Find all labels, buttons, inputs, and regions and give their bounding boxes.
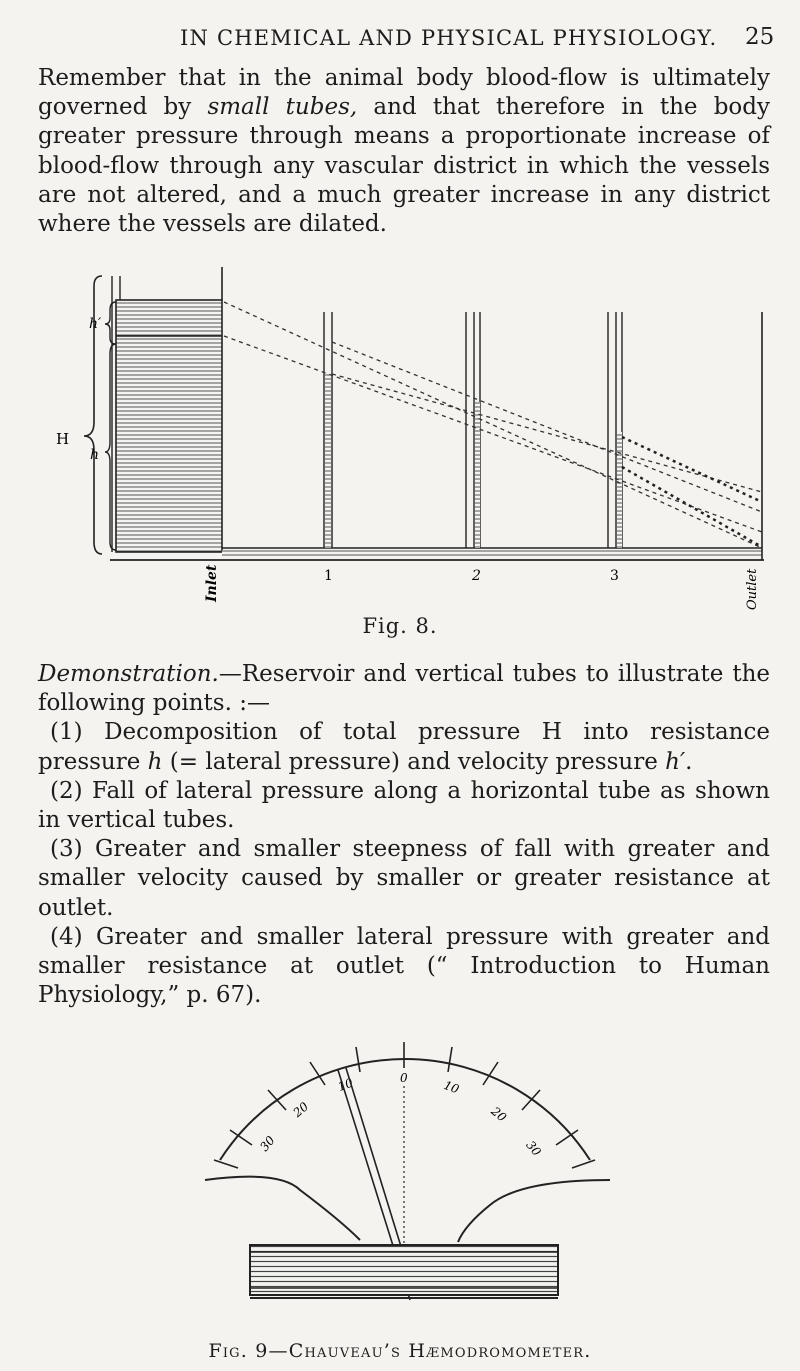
demonstration-section (38, 660, 770, 1010)
figure-9-caption: Fig. 9—Chauveau’s Hæmodromometer. (208, 1340, 592, 1362)
running-head (0, 22, 800, 52)
scale-label-left-20: 20 (290, 1099, 312, 1120)
reservoir (116, 300, 222, 552)
point-1-text-c: . (685, 748, 693, 775)
point-1 (38, 718, 770, 776)
intro-text-2: and that therefore in the body greater pressure through means a proportionate increase of blood-flow through any vascular district in which the vessels are not altered, and a much greater increase in any district where the vessels are dilated. (38, 94, 770, 238)
point-1-h: h (147, 748, 163, 775)
intro-text-1: Remember that in the animal body blood-flow is ultimately governed by (38, 65, 770, 121)
label-inlet: Inlet (204, 564, 220, 602)
point-1-h-prime: h′ (665, 748, 686, 775)
label-tube-1: 1 (324, 568, 333, 584)
vertical-tube-1 (324, 312, 332, 548)
scale-label-right-30: 30 (523, 1138, 544, 1159)
bracket-h (105, 344, 116, 550)
point-1-text-a: (1) Decomposition of total pressure H into resistance pressure (38, 719, 770, 775)
point-1-text-b: (= lateral pressure) and velocity pressure (162, 748, 666, 775)
label-tube-2: 2 (472, 568, 481, 584)
intro-emphasis: small tubes, (207, 94, 358, 121)
vertical-tube-3 (608, 312, 622, 548)
point-3: (3) Greater and smaller steepness of fall with greater and smaller velocity caused by smaller or greater resistance at outlet. (38, 836, 770, 921)
bracket-h-prime (105, 302, 116, 344)
demonstration-text: —Reservoir and vertical tubes to illustrate the following points. :— (38, 661, 770, 717)
label-H: H (56, 430, 70, 448)
pressure-gradient-lines (224, 302, 762, 548)
label-outlet: Outlet (745, 568, 760, 610)
point-4: (4) Greater and smaller lateral pressure with greater and smaller resistance at outlet (“ Introduction to Human Physiology,” p. 67). (38, 923, 770, 1009)
demonstration-label: Demonstration. (38, 661, 219, 687)
label-h: h (90, 447, 100, 463)
dial-housing-right (458, 1180, 610, 1242)
vertical-tube-2 (466, 312, 480, 548)
figure-8-diagram (50, 262, 780, 612)
scale-label-left-10: 10 (335, 1075, 355, 1094)
scale-label-right-20: 20 (488, 1104, 510, 1125)
figure-8-caption: Fig. 8. (362, 614, 438, 638)
intro-paragraph (38, 64, 770, 239)
label-h-prime: h′ (89, 316, 102, 332)
page-number: 25 (745, 24, 775, 50)
scale-label-zero: 0 (400, 1071, 408, 1085)
scale-label-left-30: 30 (257, 1133, 278, 1154)
scale-label-right-10: 10 (441, 1078, 461, 1097)
point-2: (2) Fall of lateral pressure along a horizontal tube as shown in vertical tubes. (38, 777, 770, 834)
demonstration-intro (38, 660, 770, 718)
label-tube-3: 3 (610, 568, 619, 584)
figure-9-diagram (190, 1030, 620, 1330)
dial-housing-left (205, 1177, 360, 1240)
running-title: IN CHEMICAL AND PHYSICAL PHYSIOLOGY. (180, 26, 718, 50)
